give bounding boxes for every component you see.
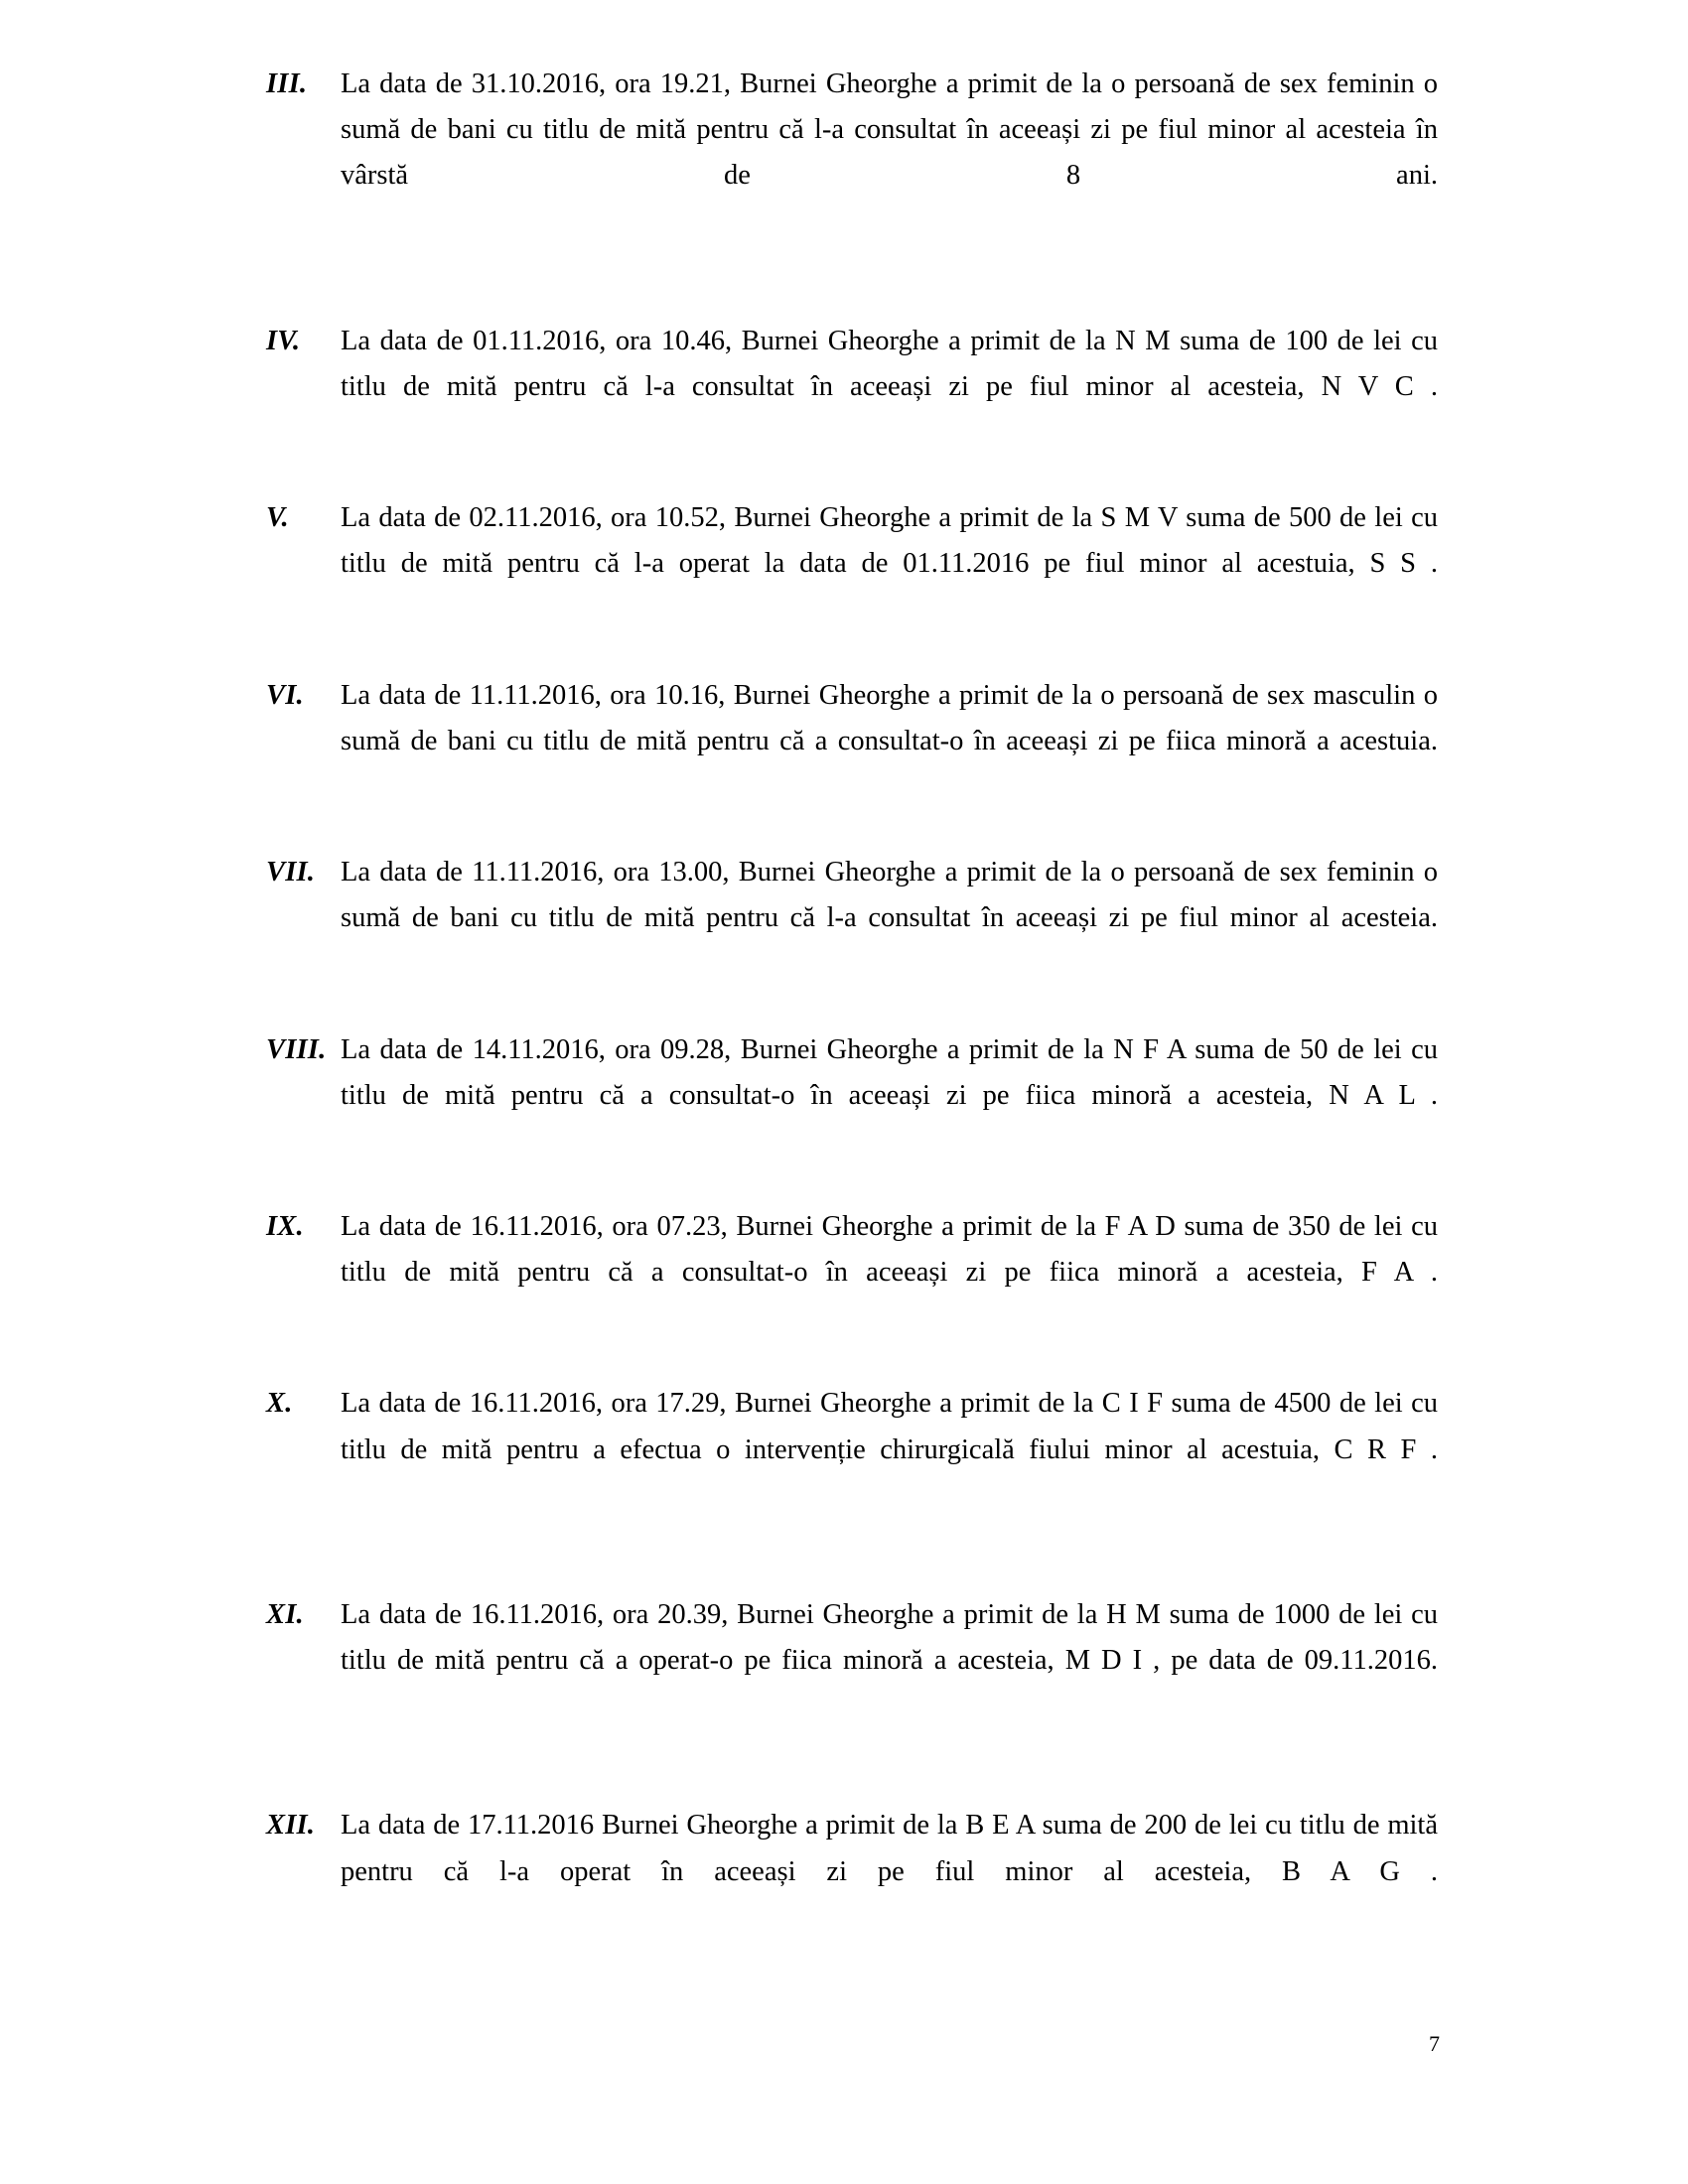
paragraph-spacer xyxy=(266,810,1438,850)
list-item-marker: III. xyxy=(266,68,308,99)
list-item-marker: VI. xyxy=(266,679,304,711)
page-number: 7 xyxy=(1429,2031,1440,2056)
paragraph-spacer xyxy=(266,1341,1438,1381)
list-item-marker: X. xyxy=(266,1388,293,1420)
list-item-text: La data de 31.10.2016, ora 19.21, Burnei Gheorghe a primit de la o persoană de sex feminin o sumă de bani cu titlu de mită pentru că l-a consultat în aceeași zi pe fiul minor al acesteia în vârstă de 8 ani. xyxy=(341,68,1438,192)
list-item xyxy=(266,1204,1438,1341)
list-item xyxy=(266,1381,1438,1518)
paragraph-spacer xyxy=(266,1729,1438,1803)
list-item-marker: VII. xyxy=(266,857,316,888)
document-body xyxy=(266,62,1438,1941)
paragraph-spacer xyxy=(266,1519,1438,1592)
list-item-marker: IV. xyxy=(266,325,301,356)
list-item-text: La data de 01.11.2016, ora 10.46, Burnei Gheorghe a primit de la N M suma de 100 de lei cu titlu de mită pentru că l-a consultat în aceeași zi pe fiul minor al acesteia, N V C . xyxy=(341,325,1438,402)
list-item xyxy=(266,1803,1438,1940)
list-item xyxy=(266,1592,1438,1729)
list-item-text: La data de 02.11.2016, ora 10.52, Burnei Gheorghe a primit de la S M V suma de 500 de lei cu titlu de mită pentru că l-a operat la data de 01.11.2016 pe fiul minor al acestuia, S S . xyxy=(341,502,1438,580)
list-item-text: La data de 16.11.2016, ora 07.23, Burnei Gheorghe a primit de la F A D suma de 350 de lei cu titlu de mită pentru că a consultat-o în aceeași zi pe fiica minoră a acesteia, F A . xyxy=(341,1210,1438,1289)
list-item xyxy=(266,850,1438,987)
list-item-text: La data de 14.11.2016, ora 09.28, Burnei Gheorghe a primit de la N F A suma de 50 de lei cu titlu de mită pentru că a consultat-o în aceeași zi pe fiica minoră a acesteia, N A L . xyxy=(341,1033,1438,1111)
list-item xyxy=(266,673,1438,810)
paragraph-spacer xyxy=(266,633,1438,673)
paragraph-spacer xyxy=(266,988,1438,1027)
list-item-text: La data de 11.11.2016, ora 13.00, Burnei Gheorghe a primit de la o persoană de sex feminin o sumă de bani cu titlu de mită pentru că l-a consultat în aceeași zi pe fiul minor al acesteia. xyxy=(341,857,1438,934)
paragraph-spacer xyxy=(266,1164,1438,1204)
list-item-marker: VIII. xyxy=(266,1033,327,1065)
list-item-text: La data de 11.11.2016, ora 10.16, Burnei Gheorghe a primit de la o persoană de sex masculin o sumă de bani cu titlu de mită pentru că a consultat-o în aceeași zi pe fiica minoră a acestuia. xyxy=(341,679,1438,756)
list-item-text: La data de 17.11.2016 Burnei Gheorghe a primit de la B E A suma de 200 de lei cu titlu de mită pentru că l-a operat în aceeași zi pe fiul minor al acesteia, B A G . xyxy=(341,1810,1438,1887)
list-item xyxy=(266,319,1438,456)
list-item-marker: XI. xyxy=(266,1598,304,1630)
paragraph-spacer xyxy=(266,245,1438,319)
list-item xyxy=(266,62,1438,245)
list-item-marker: XII. xyxy=(266,1810,316,1842)
list-item-marker: V. xyxy=(266,502,289,534)
list-item-marker: IX. xyxy=(266,1210,304,1242)
list-item xyxy=(266,1027,1438,1164)
paragraph-spacer xyxy=(266,456,1438,495)
list-item xyxy=(266,495,1438,632)
list-item-text: La data de 16.11.2016, ora 20.39, Burnei Gheorghe a primit de la H M suma de 1000 de lei cu titlu de mită pentru că a operat-o pe fiica minoră a acesteia, M D I , pe data de 09.11.2016. xyxy=(341,1598,1438,1677)
list-item-text: La data de 16.11.2016, ora 17.29, Burnei Gheorghe a primit de la C I F suma de 4500 de lei cu titlu de mită pentru a efectua o intervenție chirurgicală fiului minor al acestuia, C R F . xyxy=(341,1388,1438,1465)
